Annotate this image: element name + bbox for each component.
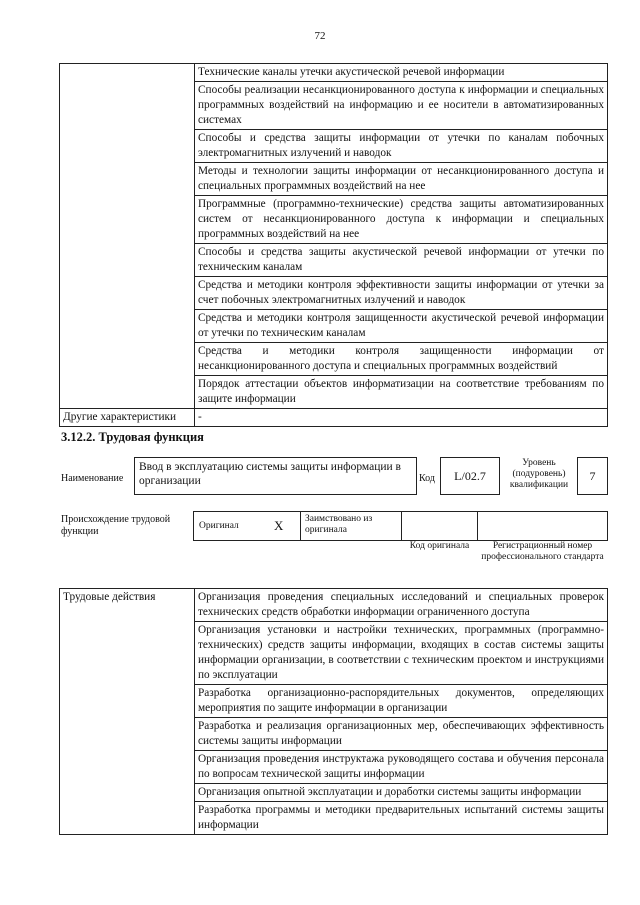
knowledge-item: Способы и средства защиты акустической речевой информации от утечки по техническим каналам	[195, 244, 608, 277]
knowledge-label-cell	[60, 64, 195, 409]
page-number: 72	[314, 30, 326, 42]
original-code-caption: Код оригинала	[409, 541, 470, 551]
table-row	[60, 409, 608, 427]
labor-action-item: Разработка организационно-распорядительных документов, определяющих мероприятия по защите информации в организации	[195, 685, 608, 718]
original-mark: X	[274, 518, 284, 533]
knowledge-item: Способы реализации несанкционированного доступа к информации и специальных программных воздействий на информацию и ее носители в автоматизированных системах	[195, 82, 608, 130]
original-code-box	[401, 511, 478, 541]
original-label: Оригинал	[199, 521, 239, 531]
labor-action-item: Организация проведения инструктажа руководящего состава и обучения персонала по вопросам технической защиты информации	[195, 751, 608, 784]
code-value-box: L/02.7	[440, 457, 500, 495]
labor-action-item: Разработка программы и методики предварительных испытаний системы защиты информации	[195, 802, 608, 835]
knowledge-item: Методы и технологии защиты информации от несанкционированного доступа и специальных программных воздействий на нее	[195, 163, 608, 196]
labor-action-item: Организация проведения специальных исследований и специальных проверок технических средств обработки информации ограниченного доступа	[195, 589, 608, 622]
labor-action-item: Организация установки и настройки технических, программных (программно-технических) средств защиты информации, входящих в состав системы защиты информации организации, в соответствии с техническим проектом и инструкциями по эксплуатации	[195, 622, 608, 685]
code-label: Код	[419, 473, 435, 484]
knowledge-item: Технические каналы утечки акустической речевой информации	[195, 64, 608, 82]
name-label: Наименование	[61, 473, 124, 484]
other-characteristics-label: Другие характеристики	[60, 409, 195, 427]
origin-label: Происхождение трудовой функции	[61, 514, 171, 537]
level-label: Уровень (подуровень) квалификации	[509, 458, 569, 490]
knowledge-item: Средства и методики контроля защищенности акустической речевой информации от утечки по техническим каналам	[195, 310, 608, 343]
labor-action-item: Организация опытной эксплуатации и доработки системы защиты информации	[195, 784, 608, 802]
knowledge-item: Программные (программно-технические) средства защиты автоматизированных систем от несанкционированного доступа к информации и специальных программных воздействий на нее	[195, 196, 608, 244]
section-title: 3.12.2. Трудовая функция	[61, 430, 204, 444]
knowledge-item: Средства и методики контроля эффективности защиты информации от утечки за счет побочных электромагнитных излучений и наводок	[195, 277, 608, 310]
table-row	[60, 64, 608, 82]
labor-actions-table	[59, 588, 608, 835]
original-box	[193, 511, 301, 541]
table-row	[60, 589, 608, 622]
other-characteristics-value: -	[195, 409, 608, 427]
knowledge-item: Способы и средства защиты информации от утечки по каналам побочных электромагнитных излучений и наводок	[195, 130, 608, 163]
registration-number-box	[477, 511, 608, 541]
registration-number-caption: Регистрационный номер профессионального стандарта	[481, 541, 604, 562]
level-value-box: 7	[577, 457, 608, 495]
knowledge-item: Порядок аттестации объектов информатизации на соответствие требованиям по защите информации	[195, 376, 608, 409]
labor-action-item: Разработка и реализация организационных мер, обеспечивающих эффективность системы защиты информации	[195, 718, 608, 751]
borrowed-box: Заимствовано из оригинала	[300, 511, 402, 541]
knowledge-item: Средства и методики контроля защищенности информации от несанкционированного доступа и специальных программных воздействий	[195, 343, 608, 376]
labor-actions-label: Трудовые действия	[60, 589, 195, 835]
knowledge-table	[59, 63, 608, 427]
function-name-box: Ввод в эксплуатацию системы защиты информации в организации	[134, 457, 417, 495]
